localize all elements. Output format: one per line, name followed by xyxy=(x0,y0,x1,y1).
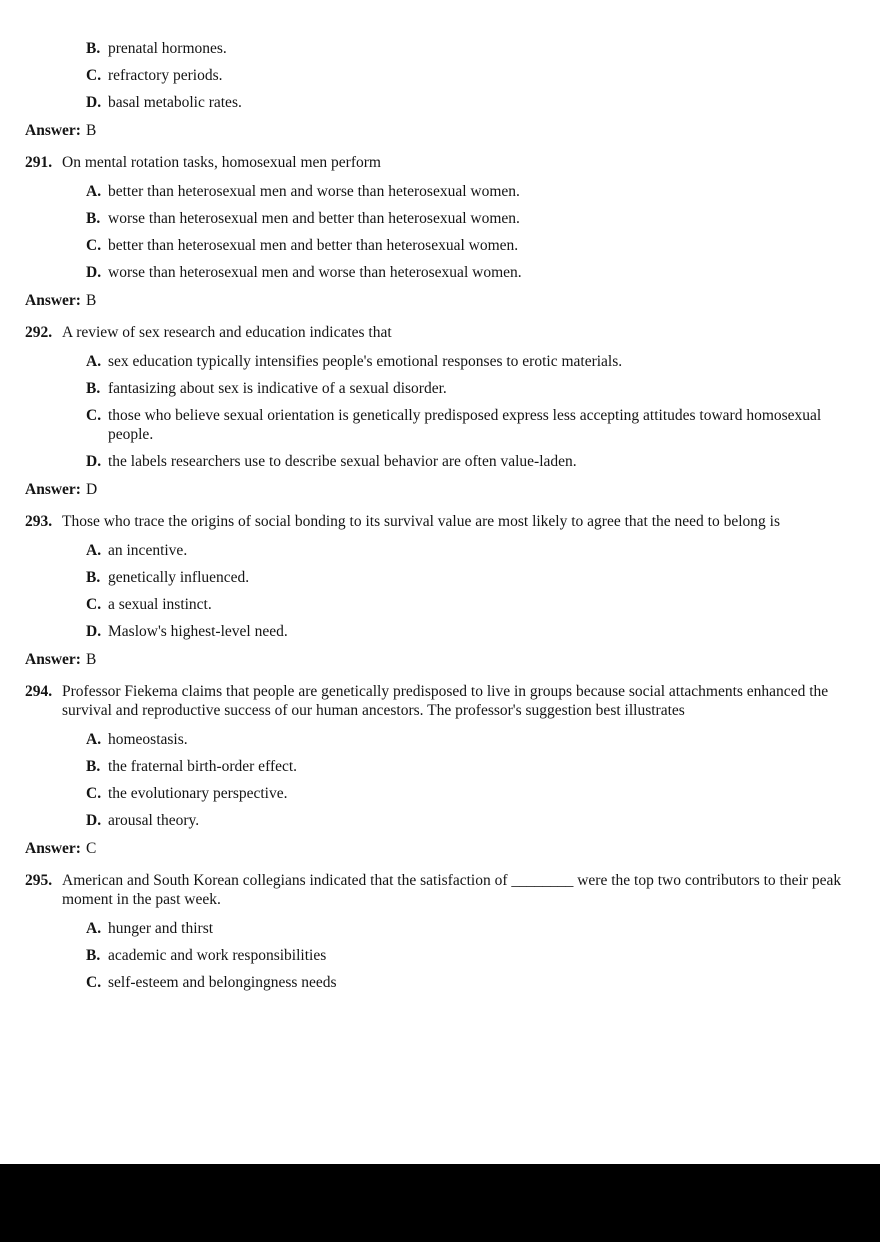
option-text: sex education typically intensifies people's emotional responses to erotic materials. xyxy=(108,353,623,370)
option-letter: D. xyxy=(86,264,102,281)
answer-option xyxy=(86,973,850,992)
question-text: Those who trace the origins of social bonding to its survival value are most likely to agree that the need to belong is xyxy=(62,513,780,530)
option-text: the fraternal birth-order effect. xyxy=(108,758,298,775)
option-letter: C. xyxy=(86,407,102,424)
question-options xyxy=(86,730,850,830)
footer-bar xyxy=(0,1164,880,1242)
option-text: the evolutionary perspective. xyxy=(108,785,288,802)
option-letter: B. xyxy=(86,40,101,57)
answer-label: Answer: xyxy=(25,651,81,668)
answer-option xyxy=(86,236,850,255)
answer-option xyxy=(86,209,850,228)
answer-option xyxy=(86,784,850,803)
option-text: genetically influenced. xyxy=(108,569,250,586)
answer-option xyxy=(86,946,850,965)
option-text: self-esteem and belongingness needs xyxy=(108,974,337,991)
answer-option xyxy=(86,182,850,201)
answer-option xyxy=(86,406,850,444)
question xyxy=(25,153,850,310)
option-letter: A. xyxy=(86,353,102,370)
question-options xyxy=(86,541,850,641)
question xyxy=(25,682,850,858)
option-text: an incentive. xyxy=(108,542,188,559)
answer-option xyxy=(86,66,850,85)
option-letter: A. xyxy=(86,731,102,748)
option-letter: C. xyxy=(86,974,102,991)
option-letter: C. xyxy=(86,237,102,254)
answer-label: Answer: xyxy=(25,122,81,139)
answer-option xyxy=(86,352,850,371)
option-letter: C. xyxy=(86,67,102,84)
question-options xyxy=(86,182,850,282)
question-stem xyxy=(25,323,850,342)
option-letter: D. xyxy=(86,94,102,111)
question xyxy=(25,323,850,499)
option-letter: C. xyxy=(86,785,102,802)
question-stem xyxy=(25,153,850,172)
answer-row xyxy=(25,839,850,858)
answer-value: C xyxy=(85,840,97,857)
option-text: academic and work responsibilities xyxy=(108,947,327,964)
answer-row xyxy=(25,480,850,499)
intro-options xyxy=(86,39,850,112)
option-text: the labels researchers use to describe sexual behavior are often value-laden. xyxy=(108,453,577,470)
option-letter: B. xyxy=(86,758,101,775)
question-text: Professor Fiekema claims that people are genetically predisposed to live in groups because social attachments enhanced the survival and reproductive success of our human ancestors. The professor's suggestion best illustrates xyxy=(62,683,829,719)
option-text: worse than heterosexual men and worse than heterosexual women. xyxy=(108,264,522,281)
option-text: Maslow's highest-level need. xyxy=(108,623,288,640)
option-letter: A. xyxy=(86,542,102,559)
question-number: 294. xyxy=(25,683,53,700)
question xyxy=(25,512,850,669)
question-number: 292. xyxy=(25,324,53,341)
option-letter: A. xyxy=(86,183,102,200)
option-letter: A. xyxy=(86,920,102,937)
option-letter: D. xyxy=(86,812,102,829)
question-stem xyxy=(25,871,850,909)
option-text: arousal theory. xyxy=(108,812,200,829)
question-options xyxy=(86,919,850,992)
answer-value: D xyxy=(85,481,98,498)
question-options xyxy=(86,352,850,471)
option-letter: B. xyxy=(86,569,101,586)
answer-option xyxy=(86,757,850,776)
answer-row xyxy=(25,291,850,310)
question-list xyxy=(25,153,850,992)
question-text: A review of sex research and education indicates that xyxy=(62,324,392,341)
answer-label: Answer: xyxy=(25,840,81,857)
answer-row xyxy=(25,650,850,669)
answer-option xyxy=(86,568,850,587)
answer-option xyxy=(86,595,850,614)
option-text: better than heterosexual men and better than heterosexual women. xyxy=(108,237,519,254)
answer-label: Answer: xyxy=(25,481,81,498)
question-stem xyxy=(25,512,850,531)
option-text: fantasizing about sex is indicative of a sexual disorder. xyxy=(108,380,447,397)
answer-option xyxy=(86,93,850,112)
answer-option xyxy=(86,919,850,938)
answer-option xyxy=(86,730,850,749)
question xyxy=(25,871,850,992)
option-text: homeostasis. xyxy=(108,731,188,748)
option-letter: C. xyxy=(86,596,102,613)
question-text: American and South Korean collegians indicated that the satisfaction of ________ were the top two contributors to their peak moment in the past week. xyxy=(62,872,842,908)
option-text: hunger and thirst xyxy=(108,920,214,937)
option-text: prenatal hormones. xyxy=(108,40,227,57)
answer-option xyxy=(86,39,850,58)
option-text: refractory periods. xyxy=(108,67,223,84)
option-text: those who believe sexual orientation is genetically predisposed express less accepting attitudes toward homosexual people. xyxy=(108,407,822,443)
option-letter: B. xyxy=(86,380,101,397)
answer-value: B xyxy=(85,651,97,668)
option-text: a sexual instinct. xyxy=(108,596,212,613)
answer-value: B xyxy=(85,292,97,309)
answer-option xyxy=(86,811,850,830)
answer-option xyxy=(86,379,850,398)
option-text: better than heterosexual men and worse than heterosexual women. xyxy=(108,183,520,200)
option-letter: D. xyxy=(86,623,102,640)
question-number: 295. xyxy=(25,872,53,889)
option-letter: B. xyxy=(86,210,101,227)
option-text: basal metabolic rates. xyxy=(108,94,242,111)
answer-label: Answer: xyxy=(25,292,81,309)
option-letter: D. xyxy=(86,453,102,470)
answer-option xyxy=(86,452,850,471)
option-text: worse than heterosexual men and better than heterosexual women. xyxy=(108,210,520,227)
question-number: 291. xyxy=(25,154,53,171)
answer-option xyxy=(86,622,850,641)
question-number: 293. xyxy=(25,513,53,530)
answer-option xyxy=(86,541,850,560)
question-stem xyxy=(25,682,850,720)
question-text: On mental rotation tasks, homosexual men perform xyxy=(62,154,381,171)
option-letter: B. xyxy=(86,947,101,964)
answer-option xyxy=(86,263,850,282)
answer-row xyxy=(25,121,850,140)
answer-value: B xyxy=(85,122,97,139)
partial-question xyxy=(25,39,850,140)
